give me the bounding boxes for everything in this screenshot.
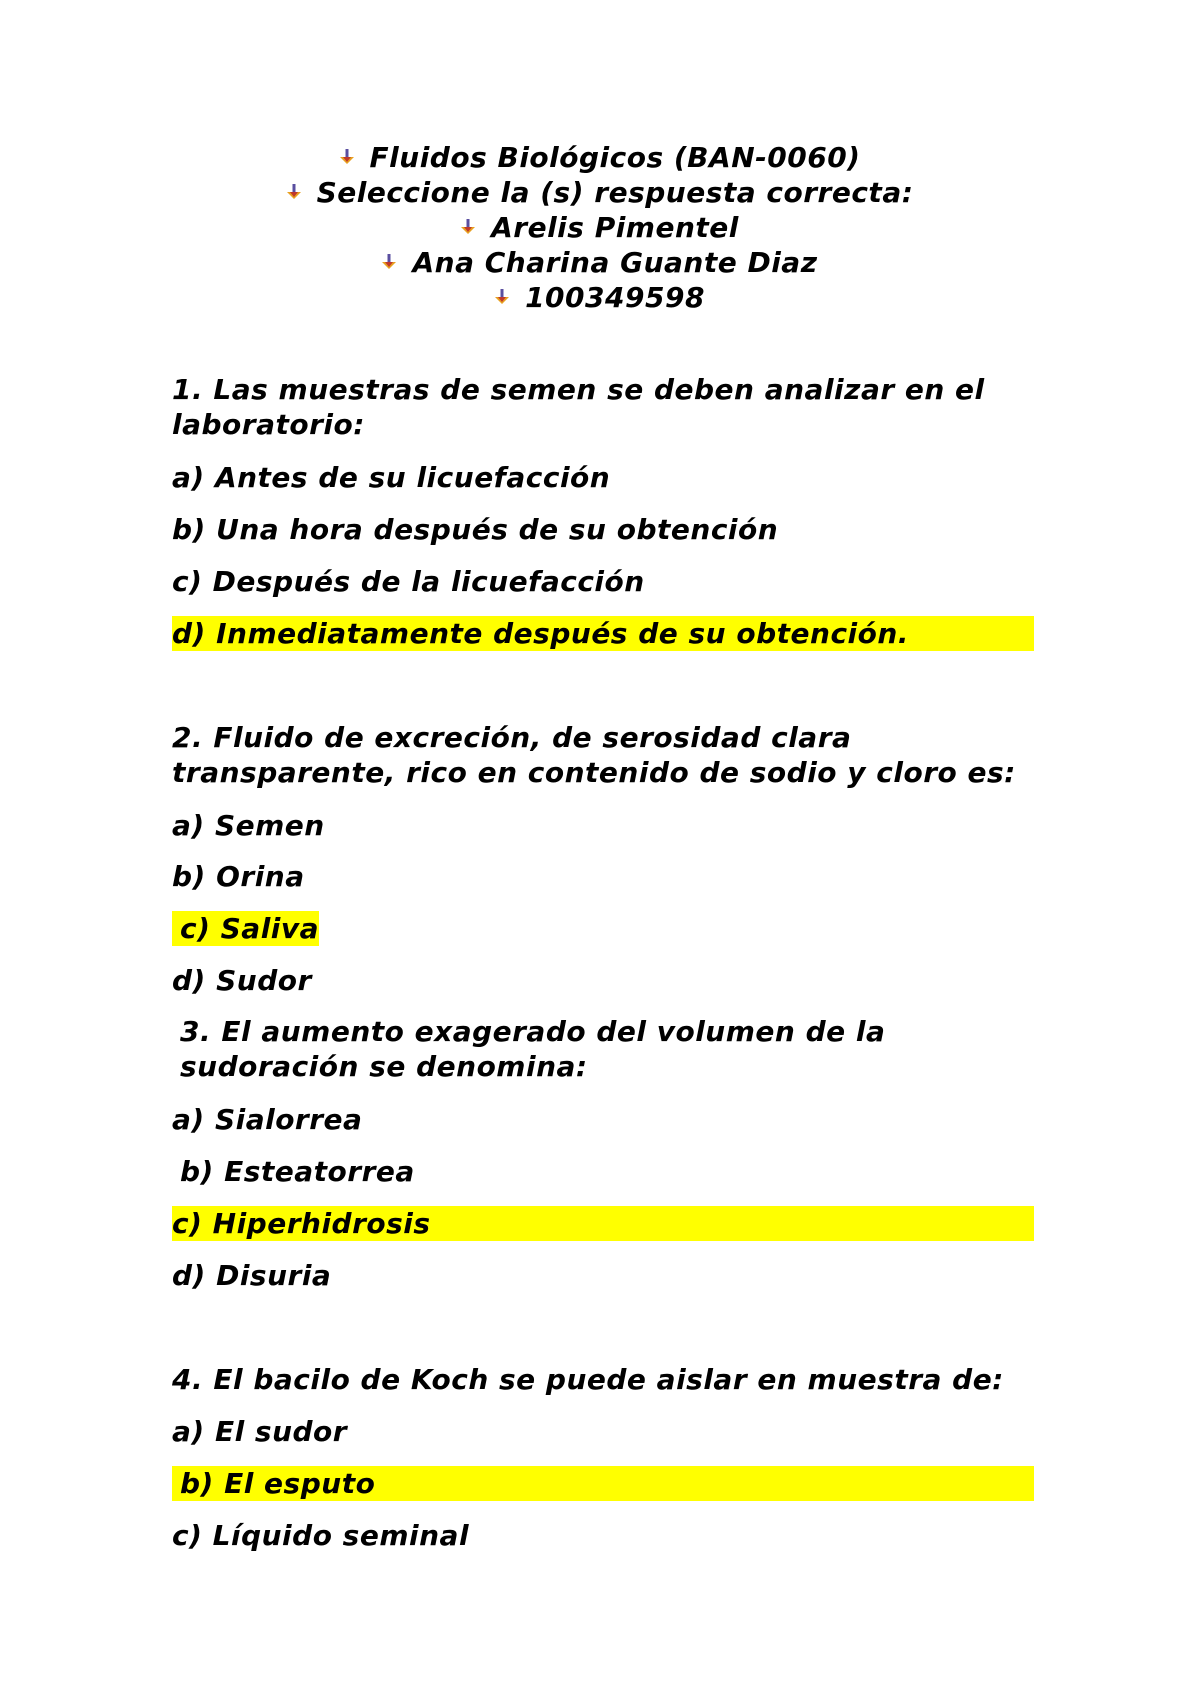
- option-item: c) Después de la licuefacción: [172, 565, 645, 598]
- question-text: 4. El bacilo de Koch se puede aislar en muestra de:: [172, 1363, 1004, 1396]
- student-id: 100349598: [525, 281, 705, 314]
- arrow-down-bullet-icon: [340, 149, 354, 165]
- document-header: [0, 140, 1200, 315]
- correct-option-highlighted: b) El esputo: [172, 1466, 1034, 1501]
- teacher-name: Arelis Pimentel: [491, 211, 739, 244]
- question-text: 2. Fluido de excreción, de serosidad clara transparente, rico en contenido de sodio y cloro es:: [172, 721, 1016, 789]
- header-line-instruction: [0, 175, 1200, 210]
- option-item: a) Semen: [172, 809, 325, 842]
- option-item: b) Esteatorrea: [180, 1155, 415, 1188]
- option-item: d) Disuria: [172, 1259, 332, 1292]
- option-item: b) Una hora después de su obtención: [172, 513, 779, 546]
- option-item: a) Sialorrea: [172, 1103, 363, 1136]
- student-name: Ana Charina Guante Diaz: [412, 246, 818, 279]
- correct-option-highlighted: d) Inmediatamente después de su obtención.: [172, 616, 1034, 651]
- question-3: [172, 1014, 1032, 1084]
- correct-option-highlighted: c) Hiperhidrosis: [172, 1206, 1034, 1241]
- arrow-down-bullet-icon: [495, 289, 509, 305]
- correct-option-text: c) Saliva: [172, 911, 319, 946]
- option-item: a) Antes de su licuefacción: [172, 461, 611, 494]
- option-item: c) Líquido seminal: [172, 1519, 470, 1552]
- correct-option-highlighted: [172, 911, 1032, 946]
- header-line-course: [0, 140, 1200, 175]
- option-item: d) Sudor: [172, 964, 312, 997]
- header-line-id: [0, 280, 1200, 315]
- arrow-down-bullet-icon: [287, 184, 301, 200]
- course-title: Fluidos Biológicos (BAN-0060): [369, 141, 861, 174]
- arrow-down-bullet-icon: [461, 219, 475, 235]
- header-line-teacher: [0, 210, 1200, 245]
- arrow-down-bullet-icon: [382, 254, 396, 270]
- question-2: [172, 720, 1032, 790]
- header-line-student: [0, 245, 1200, 280]
- question-text: 3. El aumento exagerado del volumen de la sudoración se denomina:: [180, 1015, 886, 1083]
- question-1: [172, 372, 1032, 442]
- option-item: b) Orina: [172, 860, 305, 893]
- question-4: [172, 1362, 1032, 1397]
- instruction-text: Seleccione la (s) respuesta correcta:: [316, 176, 914, 209]
- question-text: 1. Las muestras de semen se deben analizar en el laboratorio:: [172, 373, 985, 441]
- option-item: a) El sudor: [172, 1415, 348, 1448]
